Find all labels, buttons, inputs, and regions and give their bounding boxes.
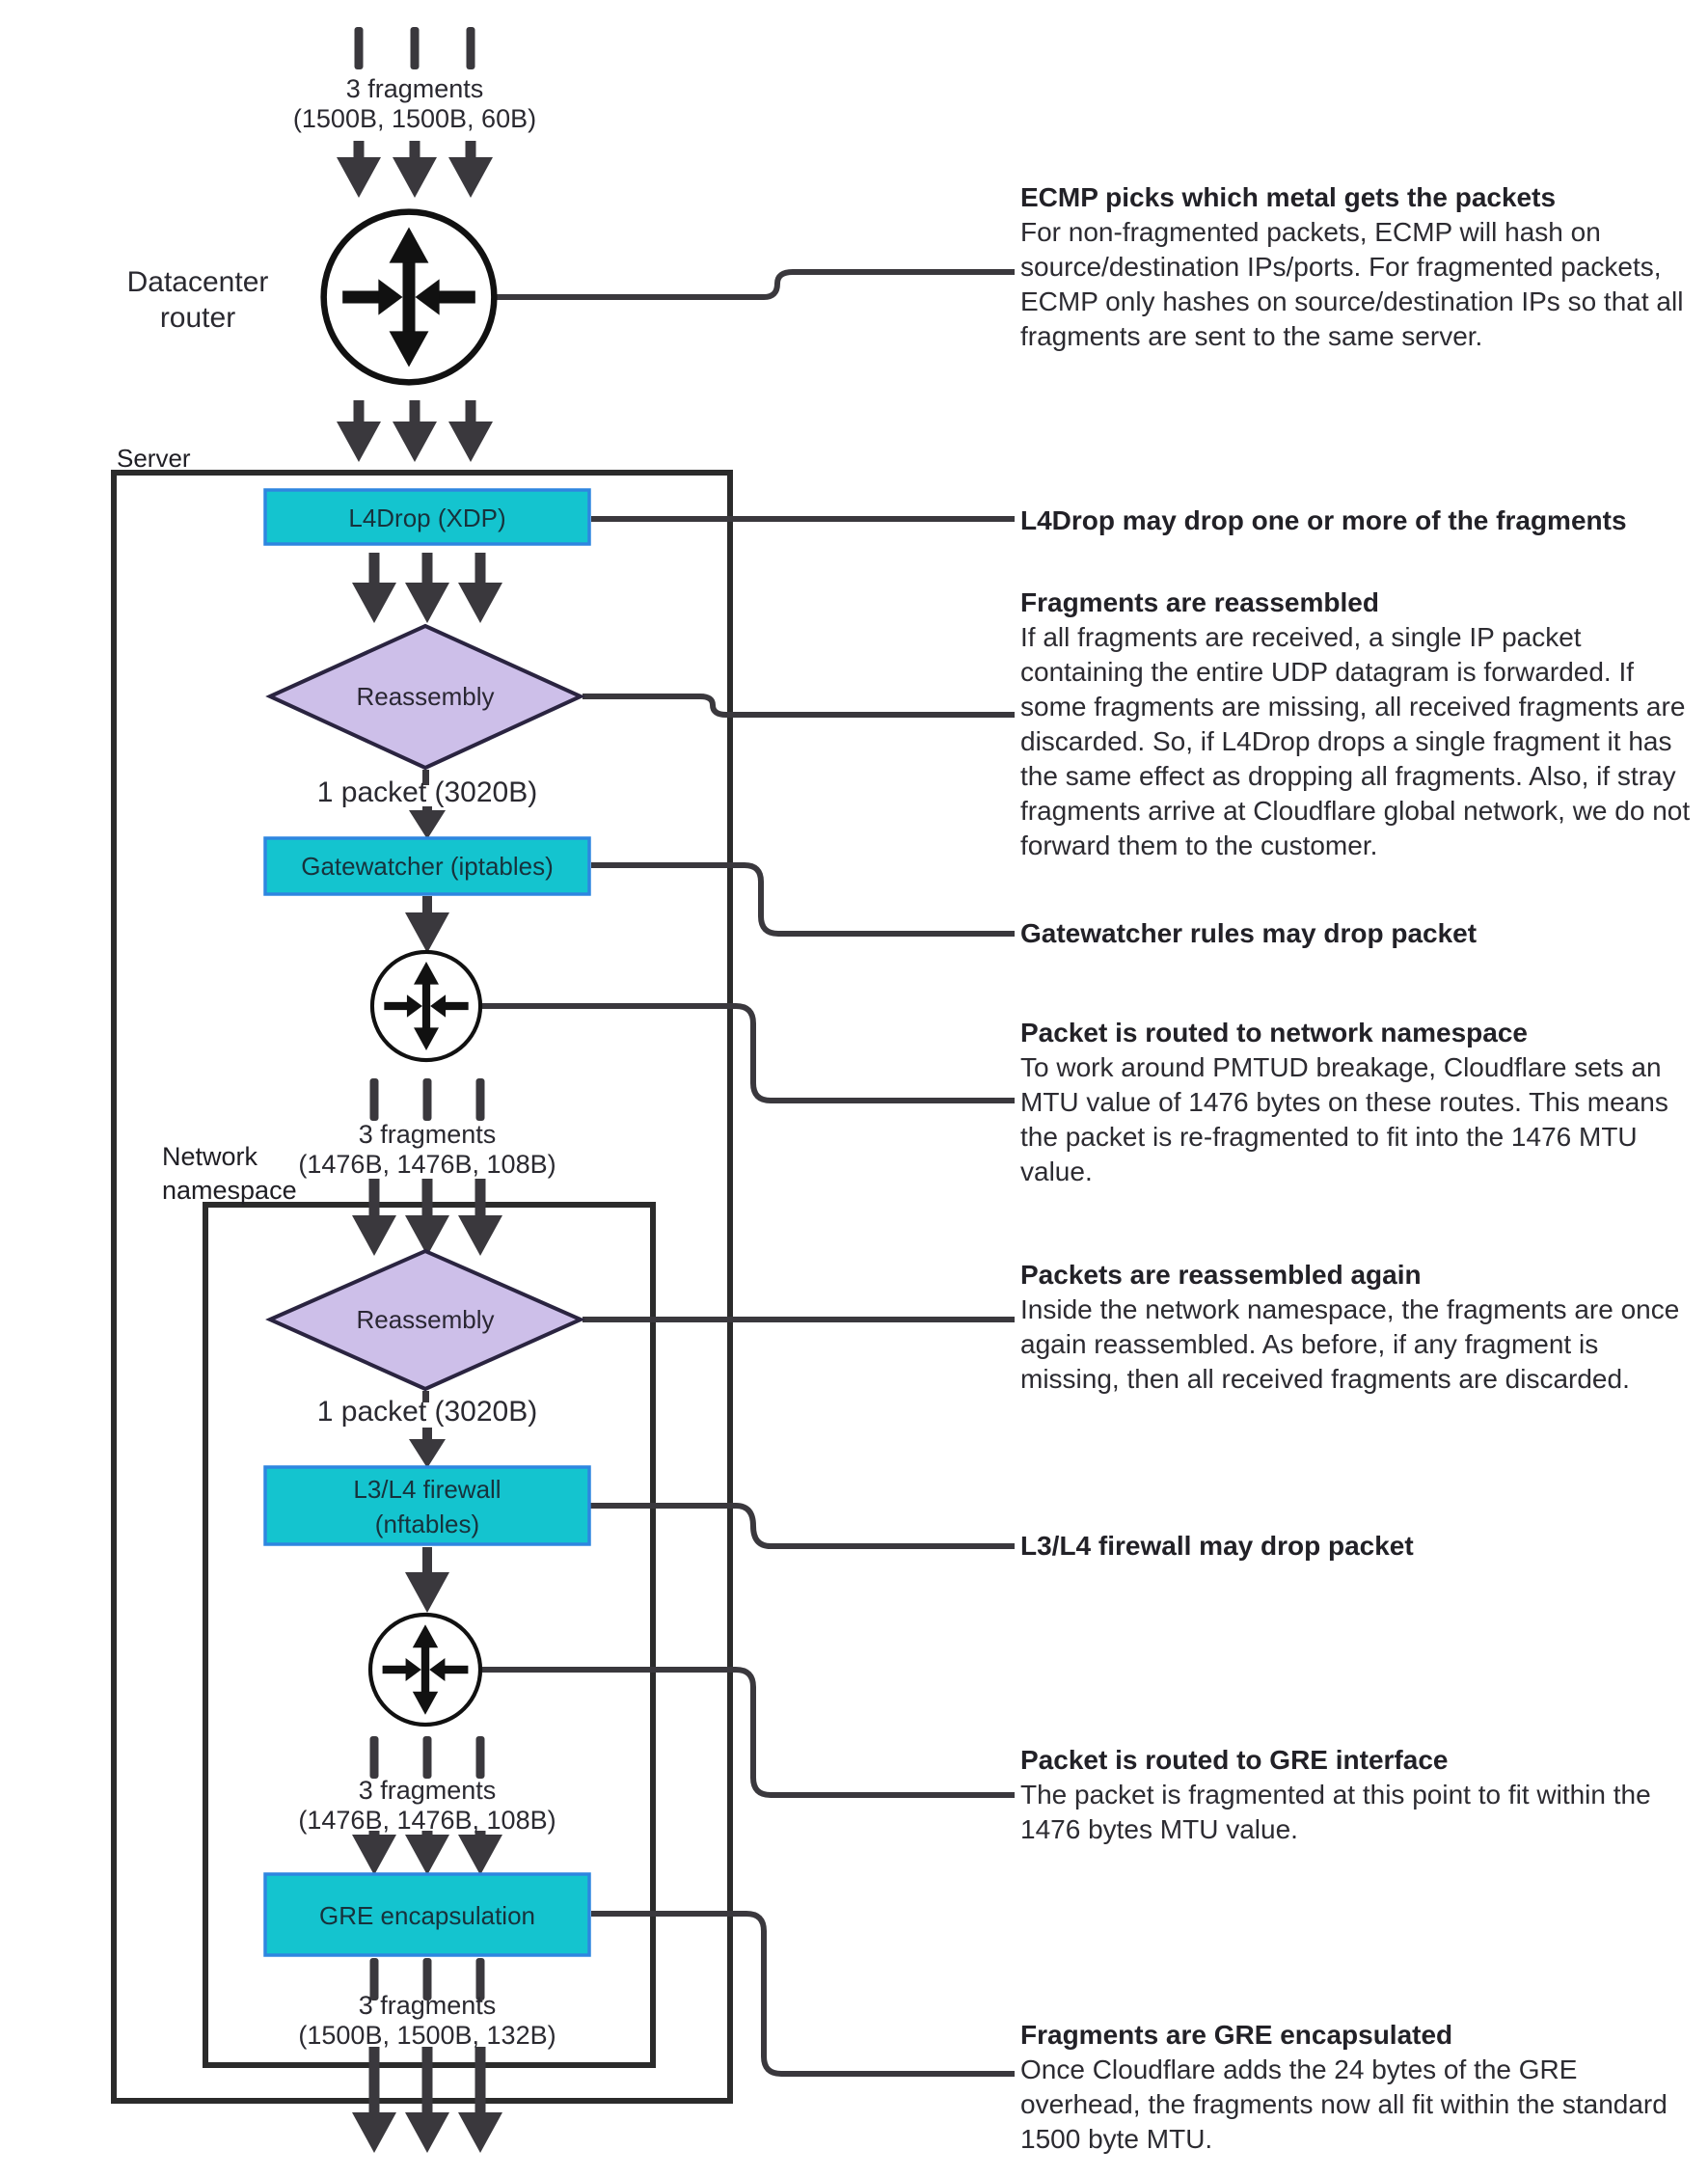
annotation-body: Once Cloudflare adds the 24 bytes of the GRE overhead, the fragments now all fit within the standard 1500 byte MTU.	[1020, 2055, 1667, 2154]
annotation-title: L3/L4 firewall may drop packet	[1020, 1531, 1414, 1561]
fragments-count-out: 3 fragments	[358, 1991, 497, 2020]
annotation-reassembled-again	[1020, 1258, 1695, 1397]
annotation-body: Inside the network namespace, the fragments are once again reassembled. As before, if any fragment is missing, then all received fragments are discarded.	[1020, 1294, 1680, 1394]
fragment-ticks-gre	[370, 1736, 485, 1779]
fragment-arrows-into-gre	[352, 1831, 502, 1875]
annotation-title: Packets are reassembled again	[1020, 1260, 1422, 1290]
annotation-reassembled	[1020, 585, 1695, 863]
annotation-body: To work around PMTUD breakage, Cloudflare sets an MTU value of 1476 bytes on these routes. This means the packet is re-fragmented to fit into the 1476 MTU value.	[1020, 1052, 1668, 1186]
reassembly-1-label: Reassembly	[356, 682, 495, 711]
fragments-sizes-out: (1500B, 1500B, 132B)	[298, 2021, 556, 2050]
annotation-gatewatcher	[1020, 916, 1695, 951]
reassembly-2-label: Reassembly	[356, 1305, 495, 1334]
fragments-sizes-mid: (1476B, 1476B, 108B)	[298, 1150, 556, 1179]
connector-reassembly-1	[583, 696, 1015, 715]
annotation-title: Packet is routed to network namespace	[1020, 1018, 1528, 1048]
connector-ecmp	[497, 272, 1015, 297]
network-namespace-label: Network namespace	[162, 1142, 297, 1205]
annotation-body: If all fragments are received, a single IP packet containing the entire UDP datagram is forwarded. If some fragments are missing, all received fragments are discarded. So, if L4Drop drops a single fragment it has the same effect as dropping all fragments. Also, if stray fragments arrive at Cloudflare global network, we do not forward them to the customer.	[1020, 622, 1691, 860]
fragment-ticks-mid	[370, 1078, 485, 1121]
l3l4-firewall-label-line2: (nftables)	[374, 1510, 480, 1538]
annotation-route-gre	[1020, 1743, 1695, 1847]
router-icon-3	[370, 1615, 480, 1725]
arrow-to-gatewatcher	[409, 806, 446, 839]
annotation-title: L4Drop may drop one or more of the fragments	[1020, 505, 1627, 535]
l3l4-firewall-label-line1: L3/L4 firewall	[353, 1475, 502, 1504]
annotation-title: Gatewatcher rules may drop packet	[1020, 918, 1478, 948]
datacenter-router-icon	[324, 212, 495, 383]
l4drop-label: L4Drop (XDP)	[348, 503, 506, 532]
connector-firewall	[585, 1506, 1015, 1546]
annotation-title: Fragments are GRE encapsulated	[1020, 2020, 1453, 2050]
fragments-count-gre: 3 fragments	[358, 1776, 497, 1805]
fragment-ticks-top	[355, 27, 475, 69]
fragment-arrows-into-router	[337, 141, 493, 198]
fragments-count-top: 3 fragments	[345, 74, 484, 103]
annotation-gre-encapsulated	[1020, 2018, 1695, 2157]
fragment-arrows-out	[352, 2047, 502, 2153]
fragments-count-mid: 3 fragments	[358, 1120, 497, 1149]
annotation-firewall	[1020, 1529, 1695, 1564]
l3l4-firewall-label	[265, 1472, 589, 1541]
connector-gatewatcher	[591, 865, 1015, 934]
server-label: Server	[117, 444, 191, 473]
datacenter-router-label: Datacenter router	[126, 266, 269, 334]
router-icon-2	[372, 952, 480, 1060]
annotation-ecmp	[1020, 180, 1695, 354]
arrow-to-firewall	[409, 1428, 446, 1468]
arrow-to-router-2	[405, 896, 449, 953]
fragment-arrows-into-namespace	[352, 1179, 502, 1256]
annotation-l4drop	[1020, 503, 1695, 538]
annotation-route-namespace	[1020, 1016, 1695, 1189]
fragment-arrows-into-server	[337, 400, 493, 462]
annotation-title: Fragments are reassembled	[1020, 587, 1379, 617]
annotation-body: For non-fragmented packets, ECMP will hash on source/destination IPs/ports. For fragmented packets, ECMP only hashes on source/destination IPs so that all fragments are sent to the same server.	[1020, 217, 1684, 351]
packet-1-label: 1 packet (3020B)	[316, 776, 538, 808]
annotation-title: ECMP picks which metal gets the packets	[1020, 182, 1557, 212]
gatewatcher-label: Gatewatcher (iptables)	[301, 852, 554, 881]
arrow-to-router-3	[405, 1547, 449, 1613]
fragment-arrows-to-reassembly-1	[352, 553, 502, 623]
gre-encapsulation-label: GRE encapsulation	[318, 1901, 536, 1930]
packet-2-label: 1 packet (3020B)	[316, 1396, 538, 1428]
connector-route-namespace	[482, 1006, 1015, 1101]
fragments-sizes-top: (1500B, 1500B, 60B)	[292, 104, 537, 133]
annotation-body: The packet is fragmented at this point to fit within the 1476 bytes MTU value.	[1020, 1780, 1651, 1844]
fragments-sizes-gre: (1476B, 1476B, 108B)	[298, 1806, 556, 1835]
annotation-title: Packet is routed to GRE interface	[1020, 1745, 1449, 1775]
